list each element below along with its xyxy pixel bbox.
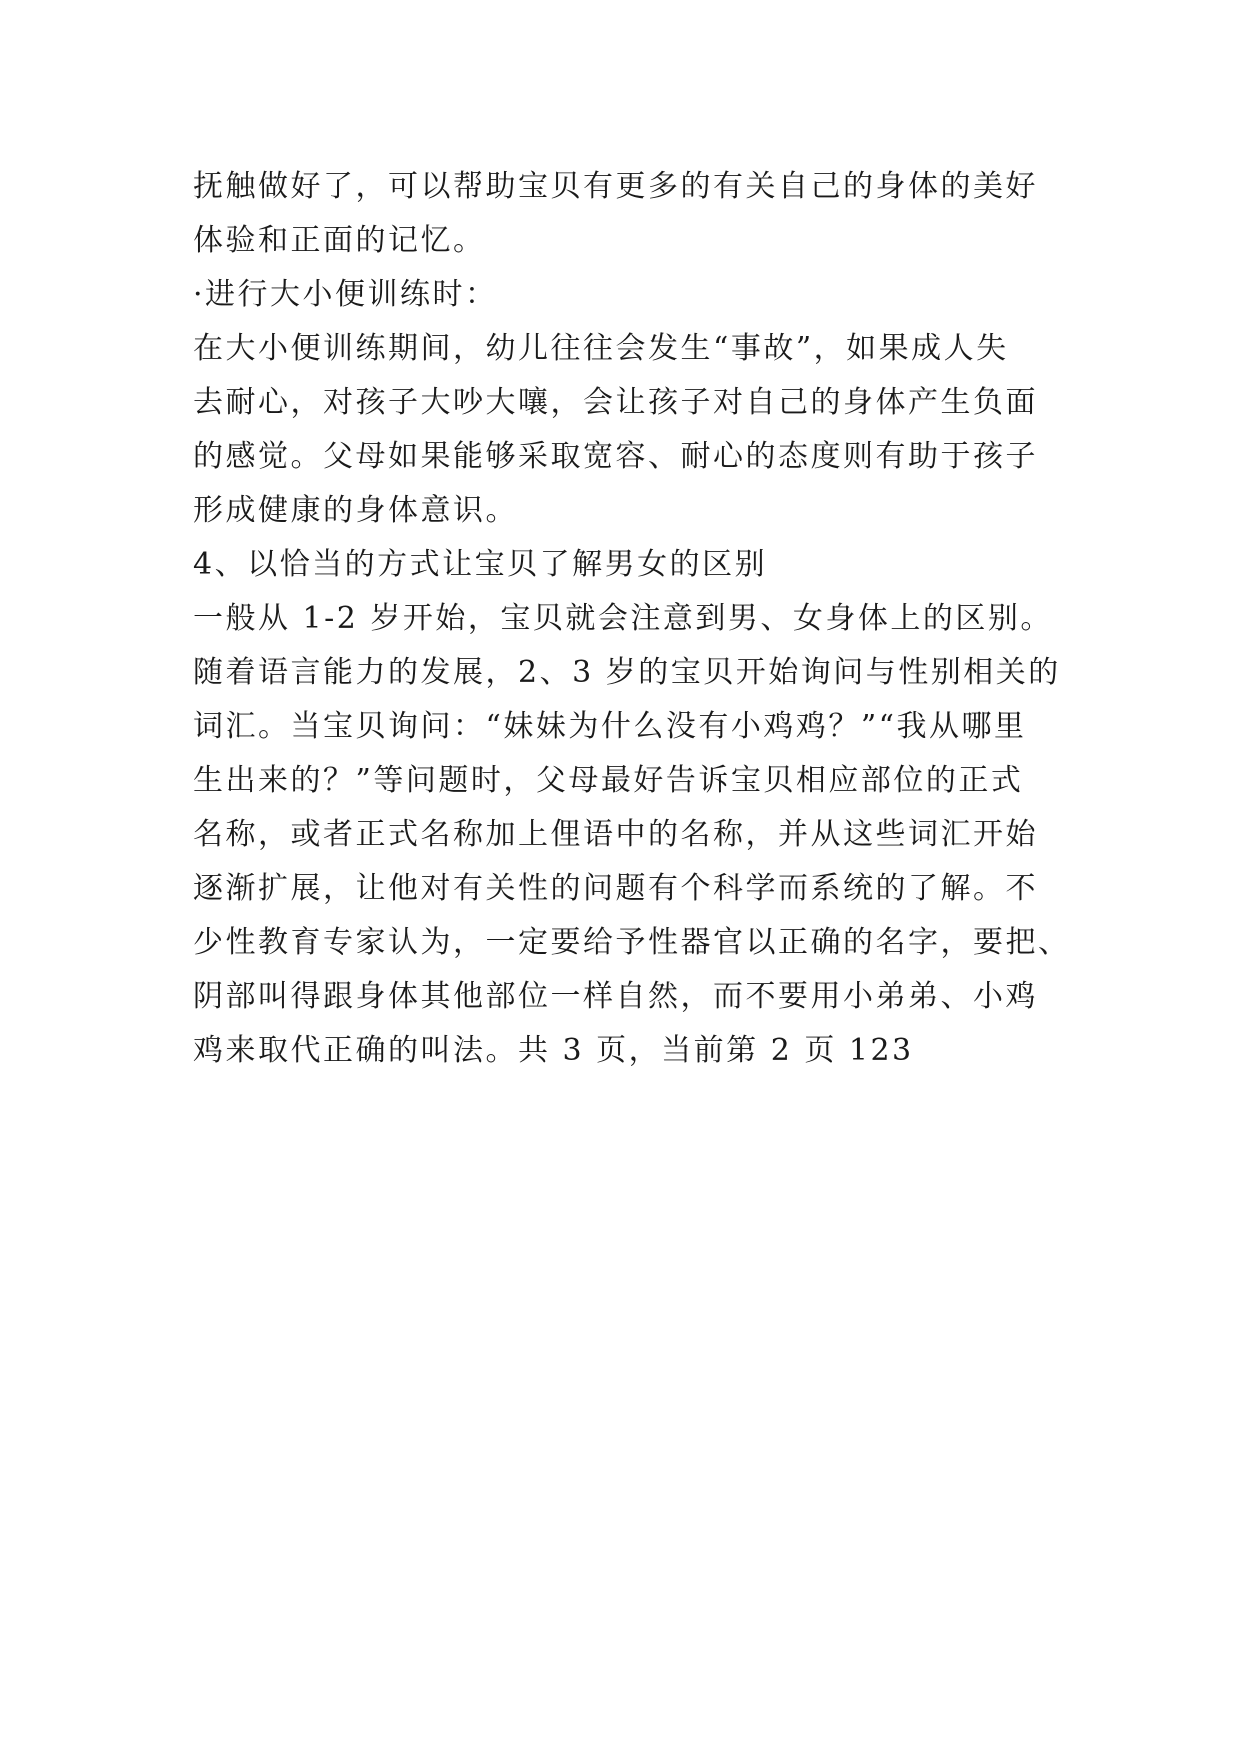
text-line: 名称，或者正式名称加上俚语中的名称，并从这些词汇开始 xyxy=(193,817,1038,852)
text-line: 一般从 1-2 岁开始，宝贝就会注意到男、女身体上的区别。 xyxy=(193,601,1053,636)
text-line: 阴部叫得跟身体其他部位一样自然，而不要用小弟弟、小鸡 xyxy=(193,979,1038,1014)
text-line: 体验和正面的记忆。 xyxy=(193,223,486,258)
body-text xyxy=(193,160,1073,1078)
section-heading: 4、以恰当的方式让宝贝了解男女的区别 xyxy=(193,547,768,582)
text-line: 抚触做好了，可以帮助宝贝有更多的有关自己的身体的美好 xyxy=(193,169,1038,204)
text-line: 少性教育专家认为，一定要给予性器官以正确的名字，要把、 xyxy=(193,925,1071,960)
text-line: 随着语言能力的发展，2、3 岁的宝贝开始询问与性别相关的 xyxy=(193,655,1061,690)
text-line: 去耐心，对孩子大吵大嚷，会让孩子对自己的身体产生负面 xyxy=(193,385,1038,420)
text-line: 词汇。当宝贝询问：“妹妹为什么没有小鸡鸡？”“我从哪里 xyxy=(193,709,1027,744)
text-line: 在大小便训练期间，幼儿往往会发生“事故”，如果成人失 xyxy=(193,331,1009,366)
text-line: 的感觉。父母如果能够采取宽容、耐心的态度则有助于孩子 xyxy=(193,439,1038,474)
bullet-heading: ·进行大小便训练时： xyxy=(193,277,498,312)
text-line: 逐渐扩展，让他对有关性的问题有个科学而系统的了解。不 xyxy=(193,871,1038,906)
text-line: 形成健康的身体意识。 xyxy=(193,493,518,528)
text-line: 生出来的？”等问题时，父母最好告诉宝贝相应部位的正式 xyxy=(193,763,1024,798)
text-line-with-page-info: 鸡来取代正确的叫法。共 3 页，当前第 2 页 123 xyxy=(193,1033,914,1068)
